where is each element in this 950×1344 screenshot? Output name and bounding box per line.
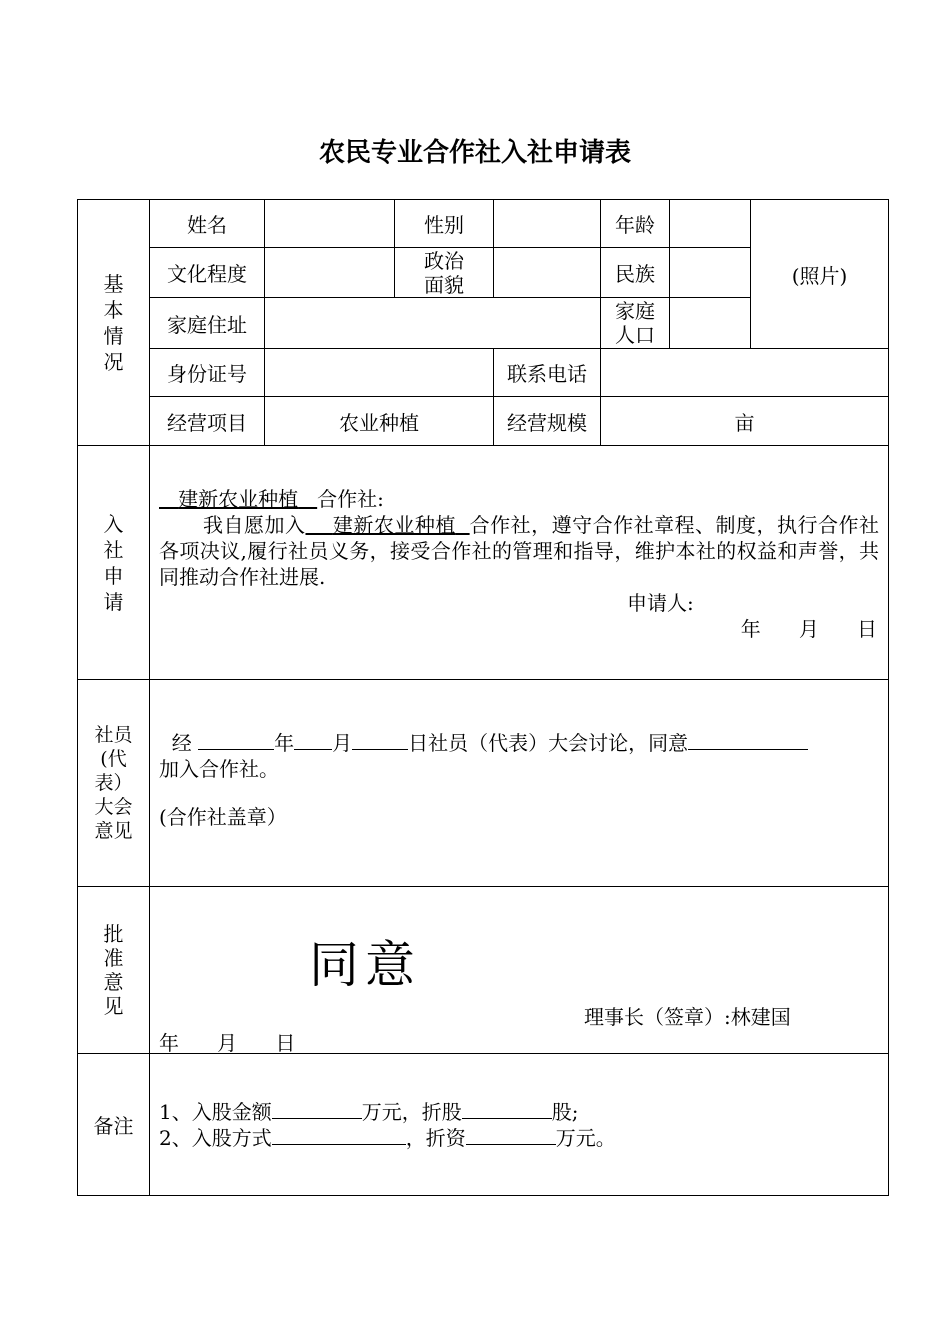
id-field[interactable] <box>265 349 494 397</box>
share-capital-blank[interactable] <box>466 1126 556 1145</box>
application-coop-name[interactable]: 建新农业种植 <box>178 487 299 511</box>
scale-field[interactable] <box>601 397 889 446</box>
approval-handwritten: 同意 <box>309 936 421 994</box>
photo-box[interactable] <box>751 200 889 349</box>
scale-label: 经营规模 <box>494 397 601 446</box>
assembly-year-blank[interactable] <box>198 731 274 750</box>
scale-unit: 亩 <box>734 410 755 435</box>
ethnicity-label: 民族 <box>601 248 670 298</box>
chairman-signature: 理事长（签章）:林建国 <box>584 1005 791 1029</box>
phone-label: 联系电话 <box>494 349 601 397</box>
approval-date: 年 月 日 <box>159 1031 296 1055</box>
notes-section-label: 备注 <box>78 1054 150 1196</box>
application-form <box>77 199 889 1196</box>
assembly-seal: (合作社盖章） <box>159 805 287 829</box>
assembly-body <box>150 680 889 887</box>
household-label: 家庭人口 <box>601 298 670 349</box>
share-amount-blank[interactable] <box>272 1100 362 1119</box>
application-body <box>150 446 889 680</box>
assembly-month-blank[interactable] <box>294 731 332 750</box>
approval-body <box>150 887 889 1054</box>
basic-section-label: 基本情况 <box>78 200 150 446</box>
education-label: 文化程度 <box>150 248 265 298</box>
application-date: 年 月 日 <box>740 617 877 641</box>
id-label: 身份证号 <box>150 349 265 397</box>
education-field[interactable] <box>265 248 395 298</box>
assembly-section-label: 社员(代表）大会意见 <box>78 680 150 887</box>
gender-label: 性别 <box>395 200 494 248</box>
gender-field[interactable] <box>494 200 601 248</box>
phone-field[interactable] <box>601 349 889 397</box>
application-text: 我自愿加入 建新农业种植 合作社，遵守合作社章程、制度，执行合作社各项决议,履行社员义务，接受合作社的管理和指导，维护本社的权益和声誉，共同推动合作社进展. <box>159 513 880 589</box>
assembly-day-blank[interactable] <box>352 731 408 750</box>
ethnicity-field[interactable] <box>670 248 751 298</box>
household-field[interactable] <box>670 298 751 349</box>
political-field[interactable] <box>494 248 601 298</box>
age-field[interactable] <box>670 200 751 248</box>
business-label: 经营项目 <box>150 397 265 446</box>
age-label: 年龄 <box>601 200 670 248</box>
share-count-blank[interactable] <box>462 1100 552 1119</box>
assembly-text: 经 年 月 日社员（代表）大会讨论，同意 <box>159 730 879 756</box>
notes-line-2: 2、入股方式 ，折资 万元。 <box>159 1125 616 1150</box>
address-label: 家庭住址 <box>150 298 265 349</box>
form-title: 农民专业合作社入社申请表 <box>318 138 631 168</box>
address-field[interactable] <box>265 298 601 349</box>
name-label: 姓名 <box>150 200 265 248</box>
notes-body <box>150 1054 889 1196</box>
application-salutation: 建新农业种植 合作社: <box>159 486 879 512</box>
assembly-join: 加入合作社。 <box>159 757 279 781</box>
approval-section-label: 批准意见 <box>78 887 150 1054</box>
political-label: 政治面貌 <box>395 248 494 298</box>
share-method-blank[interactable] <box>272 1126 406 1145</box>
name-field[interactable] <box>265 200 395 248</box>
notes-line-1: 1、入股金额 万元，折股 股; <box>159 1099 579 1124</box>
assembly-member-blank[interactable] <box>688 731 808 750</box>
application-section-label: 入社申请 <box>78 446 150 680</box>
applicant-label: 申请人: <box>627 591 694 615</box>
application-coop-name-inline[interactable]: 建新农业种植 <box>332 513 456 537</box>
business-value[interactable]: 农业种植 <box>265 397 494 446</box>
photo-label: (照片) <box>791 263 848 288</box>
